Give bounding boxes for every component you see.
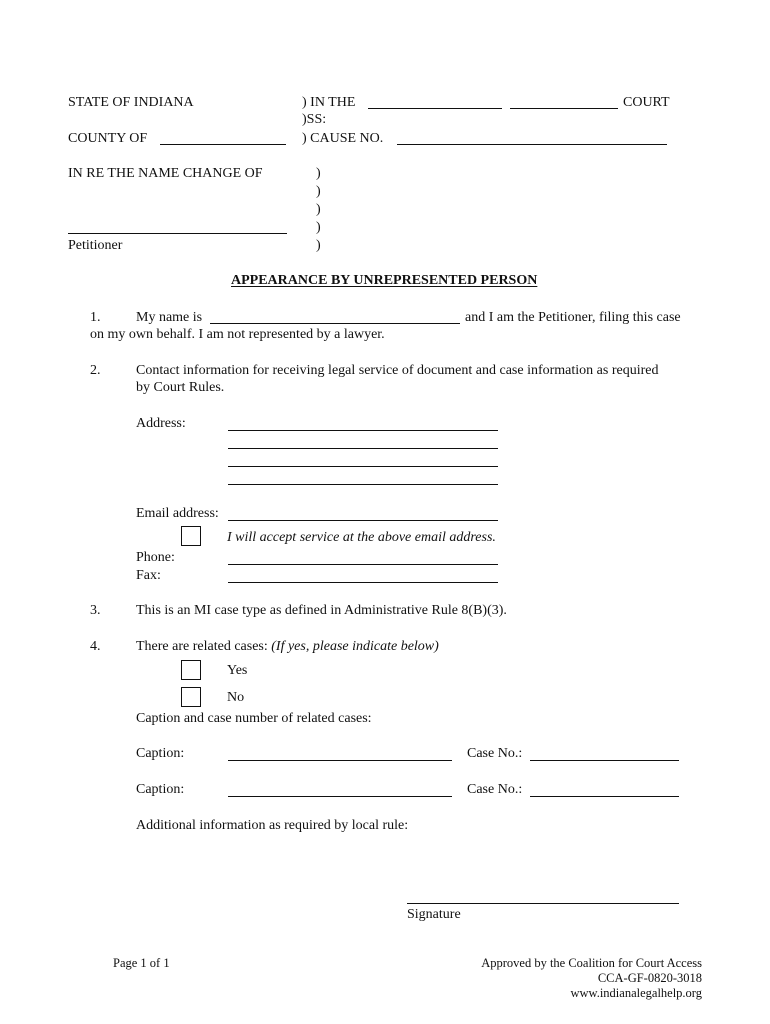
item4-number: 4.: [90, 639, 101, 654]
signature-field[interactable]: [407, 903, 679, 904]
petitioner-name-field[interactable]: [68, 233, 287, 234]
court-name-field[interactable]: [368, 108, 502, 109]
caption-paren: ): [316, 184, 321, 199]
cause-no-label: ) CAUSE NO.: [302, 131, 384, 146]
related-no-checkbox[interactable]: [181, 687, 201, 707]
email-field[interactable]: [228, 520, 498, 521]
cause-no-field[interactable]: [397, 144, 667, 145]
address-field-1[interactable]: [228, 430, 498, 431]
item4-hint: (If yes, please indicate below): [271, 639, 439, 654]
court-type-field[interactable]: [510, 108, 618, 109]
item3-text: This is an MI case type as defined in Administrative Rule 8(B)(3).: [136, 603, 507, 618]
case-no-label-1: Case No.:: [467, 746, 523, 761]
email-label: Email address:: [136, 506, 219, 521]
ss-label: )SS:: [302, 112, 327, 127]
address-field-3[interactable]: [228, 466, 498, 467]
website-link[interactable]: www.indianalegalhelp.org: [570, 986, 702, 1000]
form-title: APPEARANCE BY UNREPRESENTED PERSON: [231, 273, 538, 288]
caption-label-2: Caption:: [136, 782, 185, 797]
item1-number: 1.: [90, 310, 101, 325]
related-yes-label: Yes: [227, 663, 248, 678]
caption-field-1[interactable]: [228, 760, 452, 761]
in-the-label: ) IN THE: [302, 95, 356, 110]
item1-text-line2: on my own behalf. I am not represented by a lawyer.: [90, 327, 385, 342]
caption-paren: ): [316, 238, 321, 253]
signature-label: Signature: [407, 907, 461, 922]
item2-text-line1: Contact information for receiving legal service of document and case information as required: [136, 363, 659, 378]
county-field[interactable]: [160, 144, 286, 145]
state-label: STATE OF INDIANA: [68, 95, 194, 110]
form-id: CCA-GF-0820-3018: [597, 971, 702, 985]
related-no-label: No: [227, 690, 245, 705]
item4-text-main: There are related cases:: [136, 639, 268, 654]
petitioner-label: Petitioner: [68, 238, 123, 253]
phone-label: Phone:: [136, 550, 175, 565]
case-no-field-2[interactable]: [530, 796, 679, 797]
county-label: COUNTY OF: [68, 131, 148, 146]
caption-header: Caption and case number of related cases:: [136, 711, 372, 726]
caption-paren: ): [316, 166, 321, 181]
item1-text-pre: My name is: [136, 310, 203, 325]
accept-service-checkbox[interactable]: [181, 526, 201, 546]
court-label: COURT: [623, 95, 670, 110]
approved-by: Approved by the Coalition for Court Access: [481, 956, 702, 970]
in-re-label: IN RE THE NAME CHANGE OF: [68, 166, 263, 181]
caption-paren: ): [316, 202, 321, 217]
case-no-label-2: Case No.:: [467, 782, 523, 797]
caption-field-2[interactable]: [228, 796, 452, 797]
item2-number: 2.: [90, 363, 101, 378]
address-label: Address:: [136, 416, 186, 431]
item3-number: 3.: [90, 603, 101, 618]
item4-text: [136, 639, 439, 655]
item2-text-line2: by Court Rules.: [136, 380, 225, 395]
fax-field[interactable]: [228, 582, 498, 583]
address-field-2[interactable]: [228, 448, 498, 449]
item1-text-post: and I am the Petitioner, filing this case: [465, 310, 681, 325]
address-field-4[interactable]: [228, 484, 498, 485]
phone-field[interactable]: [228, 564, 498, 565]
additional-info-label: Additional information as required by local rule:: [136, 818, 409, 833]
related-yes-checkbox[interactable]: [181, 660, 201, 680]
caption-paren: ): [316, 220, 321, 235]
caption-label-1: Caption:: [136, 746, 185, 761]
accept-service-label: I will accept service at the above email address.: [227, 530, 496, 545]
fax-label: Fax:: [136, 568, 161, 583]
my-name-field[interactable]: [210, 323, 460, 324]
case-no-field-1[interactable]: [530, 760, 679, 761]
page-number: Page 1 of 1: [113, 956, 170, 970]
